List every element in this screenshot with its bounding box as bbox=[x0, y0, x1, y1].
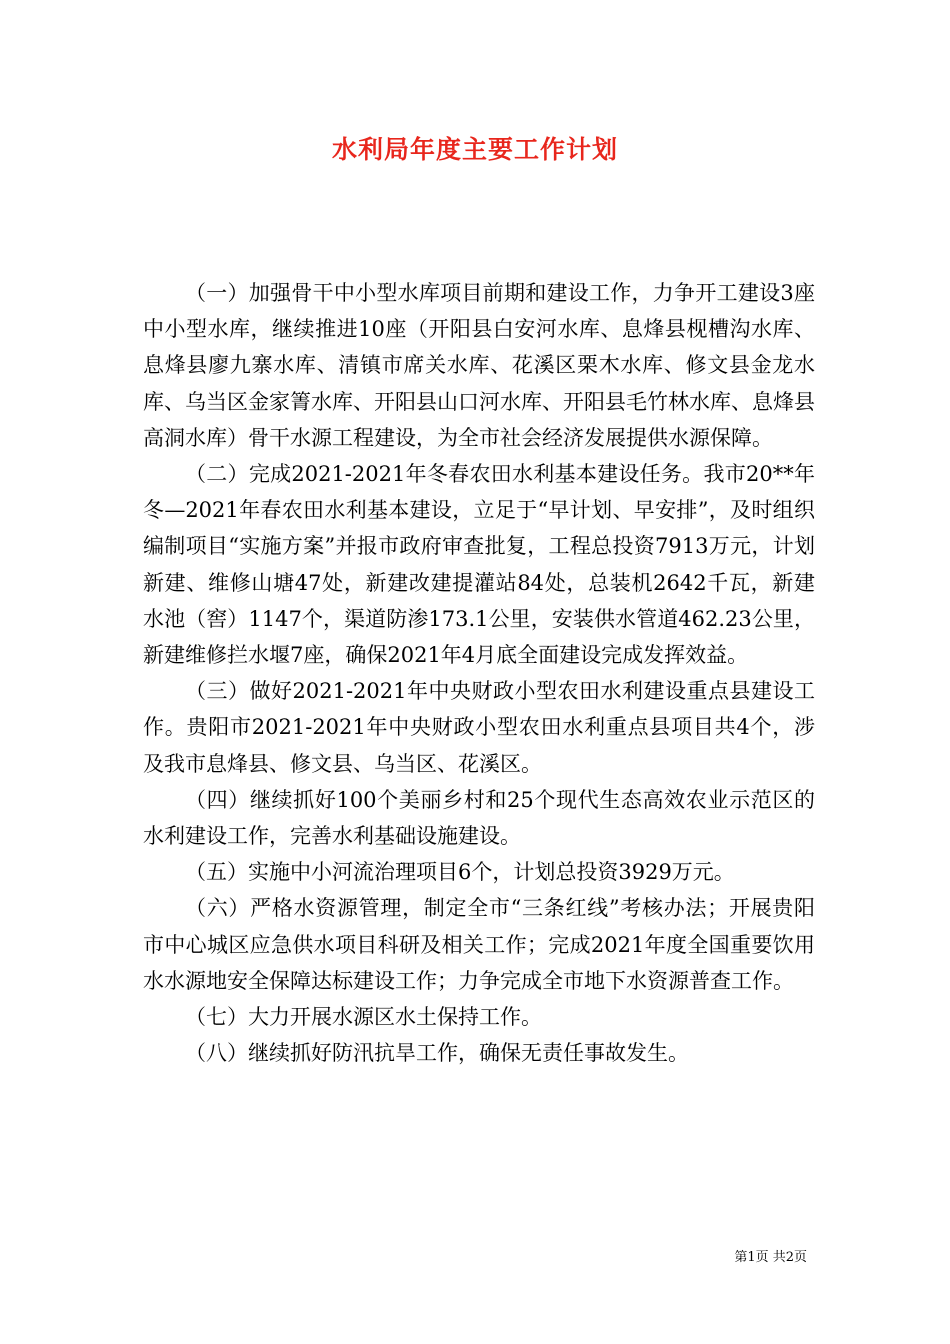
paragraph-2: （二）完成2021-2021年冬春农田水利基本建设任务。我市20**年冬—2021年春农田水利基本建设，立足于“早计划、早安排”，及时组织编制项目“实施方案”并报市政府审查批复，工程总投资7913万元，计划新建、维修山塘47处，新建改建提灌站84处，总装机2642千瓦，新建水池（窖）1147个，渠道防渗173.1公里，安装供水管道462.23公里，新建维修拦水堰7座，确保2021年4月底全面建设完成发挥效益。 bbox=[143, 462, 815, 668]
paragraph-8: （八）继续抓好防汛抗旱工作，确保无责任事故发生。 bbox=[185, 1041, 689, 1066]
paragraph-5: （五）实施中小河流治理项目6个，计划总投资3929万元。 bbox=[185, 860, 735, 885]
paragraph-7: （七）大力开展水源区水土保持工作。 bbox=[185, 1005, 542, 1030]
paragraph-6: （六）严格水资源管理，制定全市“三条红线”考核办法；开展贵阳市中心城区应急供水项目科研及相关工作；完成2021年度全国重要饮用水水源地安全保障达标建设工作；力争完成全市地下水资源普查工作。 bbox=[143, 896, 815, 993]
document-body bbox=[143, 275, 815, 1071]
paragraph-3: （三）做好2021-2021年中央财政小型农田水利建设重点县建设工作。贵阳市2021-2021年中央财政小型农田水利重点县项目共4个，涉及我市息烽县、修文县、乌当区、花溪区。 bbox=[143, 679, 815, 776]
paragraph-4: （四）继续抓好100个美丽乡村和25个现代生态高效农业示范区的水利建设工作，完善水利基础设施建设。 bbox=[143, 787, 815, 849]
paragraph-1: （一）加强骨干中小型水库项目前期和建设工作，力争开工建设3座中小型水库，继续推进10座（开阳县白安河水库、息烽县枧槽沟水库、息烽县廖九寨水库、清镇市席关水库、花溪区栗木水库、修文县金龙水库、乌当区金家箐水库、开阳县山口河水库、开阳县毛竹林水库、息烽县高洞水库）骨干水源工程建设，为全市社会经济发展提供水源保障。 bbox=[143, 281, 815, 450]
page-title: 水利局年度主要工作计划 bbox=[331, 135, 618, 164]
page-number-footer: 第1页 共2页 bbox=[734, 1250, 807, 1265]
